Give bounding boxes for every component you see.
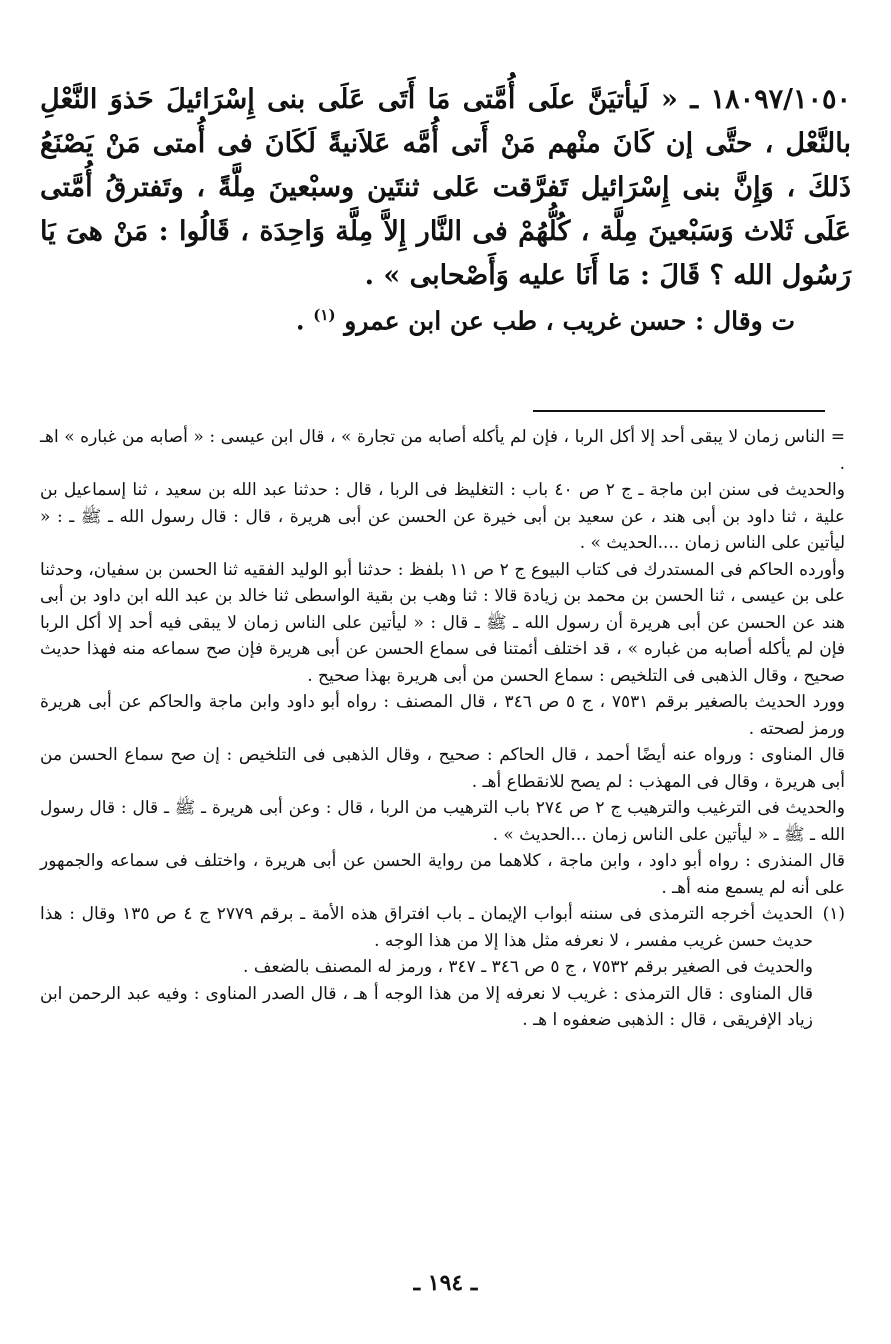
footnote-paragraph: والحديث فى سنن ابن ماجة ـ ج ٢ ص ٤٠ باب : التغليظ فى الربا ، قال : حدثنا عبد الله بن سعيد ، ثنا إسماعيل بن علية ، ثنا داود بن أبى هند ، عن سعيد بن أبى خيرة عن الحسن عن أبى هريرة ، قال : قال رسول الله ـ ﷺ ـ : « ليأتين على الناس زمان ....الحديث » . (40, 480, 845, 553)
footnote-paragraph: وورد الحديث بالصغير برقم ٧٥٣١ ، ج ٥ ص ٣٤٦ ، قال المصنف : رواه أبو داود وابن ماجة والحاكم عن أبى هريرة ورمز لصحته . (40, 692, 845, 739)
page-number: ـ ١٩٤ ـ (413, 1270, 478, 1296)
footnote-1-paragraph: والحديث فى الصغير برقم ٧٥٣٢ ، ج ٥ ص ٣٤٦ ـ ٣٤٧ ، ورمز له المصنف بالضعف . (243, 957, 813, 977)
hadith-paragraph: ١٨٠٩٧/١٠٥٠ ـ « لَيأتيَنَّ علَى أُمَّتى مَا أَتَى عَلَى بنى إِسْرَائيلَ حَذوَ النَّعْلِ بالنَّعْل ، حتَّى إن كَانَ منْهم مَنْ أَتى أُمَّه عَلاَنيةً لَكَانَ فى أُمتى مَنْ يَصْنَعُ ذَلكَ ، وَإِنَّ بنى إِسْرَائيل تَفرَّقت عَلى ثنتَين وسبْعينَ مِلَّةً ، وتَفترقُ أُمَّتى عَلَى ثَلاث وَسَبْعينَ مِلَّة ، كُلُّهُمْ فى النَّار إِلاَّ مِلَّة وَاحِدَة ، قَالُوا : مَنْ هىَ يَا رَسُول الله ؟ قَالَ : مَا أَنَا عليه وَأَصْحابى » . (40, 84, 851, 291)
footnotes-section (40, 424, 845, 1034)
footnote-paragraph: قال المنذرى : رواه أبو داود ، وابن ماجة ، كلاهما من رواية الحسن عن أبى هريرة ، واختلف فى سماعه والجمهور على أنه لم يسمع منه أهـ . (40, 851, 845, 898)
footnote-divider (533, 410, 825, 412)
footnote-marker: (١) (313, 306, 336, 324)
source-text: ت وقال : حسن غريب ، طب عن ابن عمرو (344, 306, 795, 336)
footnote-1-paragraph: الحديث أخرجه الترمذى فى سننه أبواب الإيمان ـ باب افتراق هذه الأمة ـ برقم ٢٧٧٩ ج ٤ ص ١٣٥ وقال : هذا حديث حسن غريب مفسر ، لا نعرفه مثل هذا إلا من هذا الوجه . (40, 904, 813, 951)
footnote-paragraph: وأورده الحاكم فى المستدرك فى كتاب البيوع ج ٢ ص ١١ بلفظ : حدثنا أبو الوليد الفقيه ثنا الحسن بن سفيان، وحدثنا على بن عيسى ، ثنا الحسن بن محمد بن زيادة قالا : ثنا وهب بن بقية الواسطى ثنا خالد بن عبد الله ابن داود بن أبى هند عن الحسن عن أبى هريرة أن رسول الله ـ ﷺ ـ قال : « ليأتين على الناس زمان لا يبقى فيه أحد إلا أكل الربا فإن لم يأكله أصابه من غباره » ، قد اختلف أئمتنا فى سماع الحسن عن أبى هريرة فإن صح سماعه منه فهذا حديث صحيح ، وقال الذهبى فى التلخيص : سماع الحسن من أبى هريرة بهذا صحيح . (40, 559, 845, 686)
footnote-1-paragraph: قال المناوى : قال الترمذى : غريب لا نعرفه إلا من هذا الوجه أ هـ ، قال الصدر المناوى : وفيه عبد الرحمن ابن زياد الإفريقى ، قال : الذهبى ضعفوه ا هـ . (40, 983, 813, 1030)
source-end: . (295, 306, 314, 336)
footnote-paragraph: والحديث فى الترغيب والترهيب ج ٢ ص ٢٧٤ باب الترهيب من الربا ، قال : وعن أبى هريرة ـ ﷺ ـ قال : قال رسول الله ـ ﷺ ـ « ليأتين على الناس زمان ...الحديث » . (40, 798, 845, 845)
footnote-1 (40, 901, 845, 1034)
footnote-1-number: (١) (822, 904, 845, 924)
main-hadith-text (40, 78, 851, 298)
footnote-paragraph: قال المناوى : ورواه عنه أيضًا أحمد ، قال الحاكم : صحيح ، وقال الذهبى فى التلخيص : إن صح سماع الحسن من أبى هريرة ، وقال فى المهذب : لم يصح للانقطاع أهـ . (40, 745, 845, 792)
hadith-source (296, 306, 795, 335)
footnote-paragraph: = الناس زمان لا يبقى أحد إلا أكل الربا ، فإن لم يأكله أصابه من تجارة » ، قال ابن عيسى : « أصابه من غباره » اهـ . (40, 427, 845, 474)
